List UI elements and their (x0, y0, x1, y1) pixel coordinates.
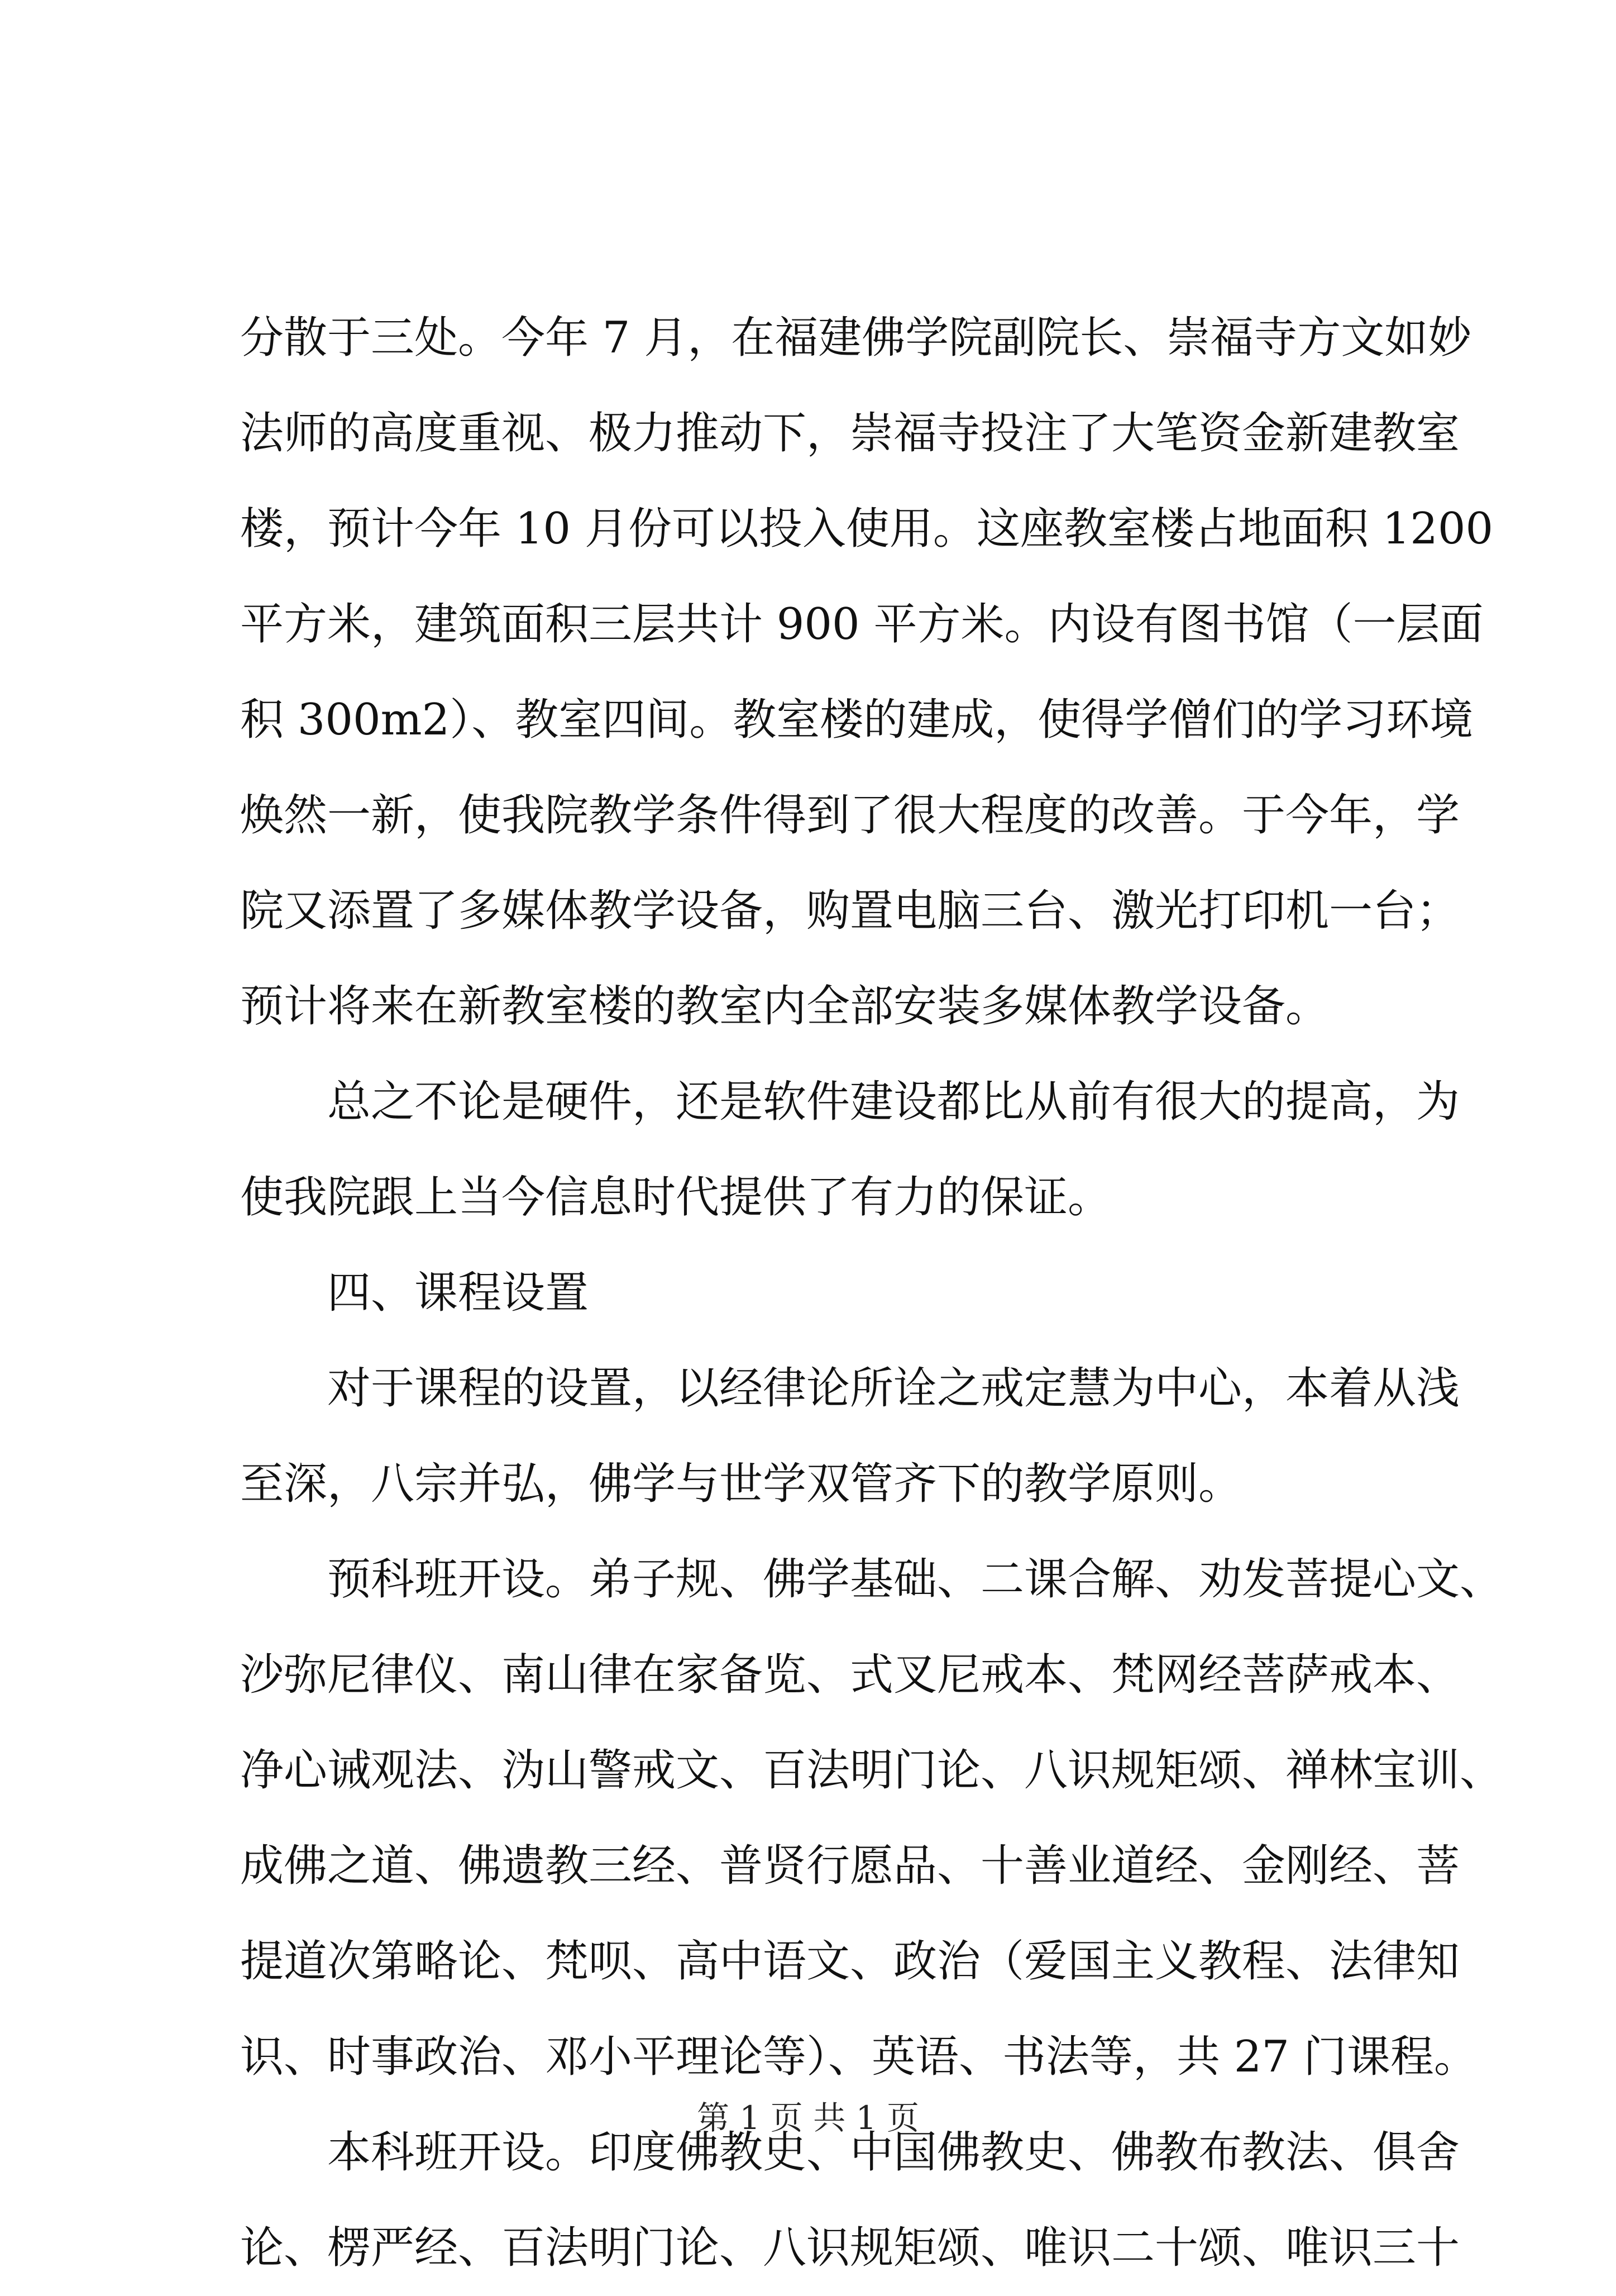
text-line: 对于课程的设置，以经律论所诠之戒定慧为中心，本着从浅 (327, 1363, 1460, 1414)
text-line: 本科班开设。印度佛教史、中国佛教史、佛教布教法、俱舍 (327, 2127, 1460, 2178)
document-body (240, 290, 1504, 2296)
text-line: 成佛之道、佛遗教三经、普贤行愿品、十善业道经、金刚经、菩 (240, 1841, 1460, 1891)
text-line: 论、楞严经、百法明门论、八识规矩颂、唯识二十颂、唯识三十 (240, 2223, 1460, 2273)
text-line: 法师的高度重视、极力推动下，崇福寺投注了大笔资金新建教室 (240, 408, 1460, 459)
text-line: 分散于三处。今年 7 月，在福建佛学院副院长、崇福寺方文如妙 (240, 313, 1472, 363)
text-line: 提道次第略论、梵呗、高中语文、政治（爱国主义教程、法律知 (240, 1936, 1460, 1987)
text-line: 平方米，建筑面积三层共计 900 平方米。内设有图书馆（一层面 (240, 599, 1484, 650)
text-line: 至深，八宗并弘，佛学与世学双管齐下的教学原则。 (240, 1459, 1242, 1509)
text-line: 净心诫观法、沩山警戒文、百法明门论、八识规矩颂、禅林宝训、 (240, 1745, 1504, 1796)
page-footer: 第 1 页 共 1 页 (697, 2099, 919, 2137)
text-line: 总之不论是硬件，还是软件建设都比从前有很大的提高，为 (327, 1077, 1460, 1127)
text-line: 沙弥尼律仪、南山律在家备览、式叉尼戒本、梵网经菩萨戒本、 (240, 1650, 1460, 1700)
text-line: 积 300m2）、教室四间。教室楼的建成，使得学僧们的学习环境 (240, 695, 1474, 745)
text-line: 识、时事政治、邓小平理论等）、英语、书法等，共 27 门课程。 (240, 2032, 1478, 2082)
text-line: 焕然一新，使我院教学条件得到了很大程度的改善。于今年，学 (240, 790, 1460, 841)
text-line: 预计将来在新教室楼的教室内全部安装多媒体教学设备。 (240, 981, 1330, 1032)
section-heading: 四、课程设置 (327, 1268, 589, 1318)
text-line: 楼，预计今年 10 月份可以投入使用。这座教室楼占地面积 1200 (240, 504, 1494, 554)
text-line: 使我院跟上当今信息时代提供了有力的保证。 (240, 1172, 1112, 1223)
text-line: 预科班开设。弟子规、佛学基础、二课合解、劝发菩提心文、 (327, 1554, 1504, 1605)
text-line: 院又添置了多媒体教学设备，购置电脑三台、激光打印机一台； (240, 886, 1460, 936)
